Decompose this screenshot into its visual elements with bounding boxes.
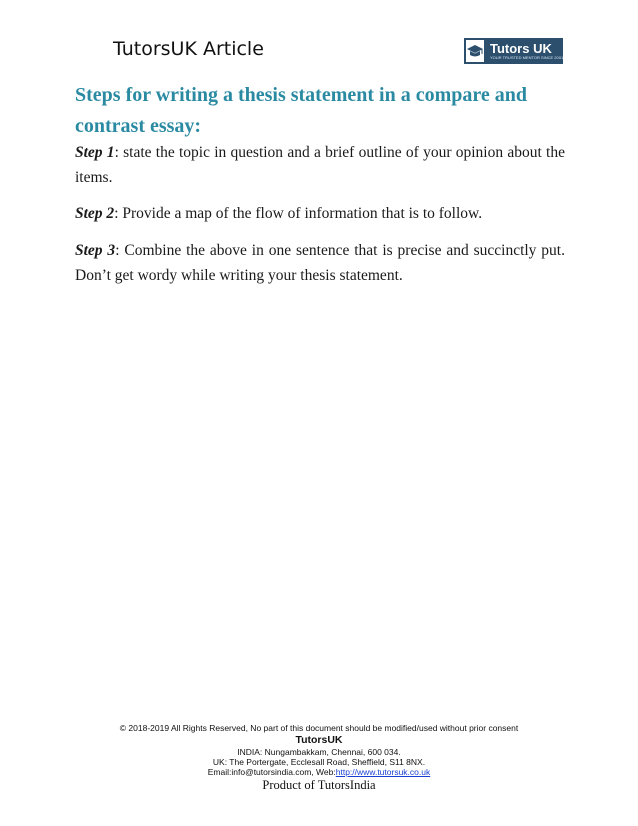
footer-email: Email:info@tutorsindia.com, Web: bbox=[207, 767, 336, 777]
step-3-paragraph bbox=[75, 238, 565, 288]
logo-tagline: YOUR TRUSTED MENTOR SINCE 2001 bbox=[490, 54, 564, 60]
footer-copyright: © 2018-2019 All Rights Reserved, No part of this document should be modified/used without prior consent bbox=[119, 723, 519, 733]
footer-web-link[interactable]: http://www.tutorsuk.co.uk bbox=[335, 767, 431, 777]
step-1-paragraph bbox=[75, 140, 565, 190]
logo-text: Tutors UK bbox=[490, 40, 552, 56]
step-2-paragraph bbox=[75, 201, 565, 226]
footer-india-address: INDIA: Nungambakkam, Chennai, 600 034. bbox=[237, 747, 401, 757]
footer-product: Product of TutorsIndia bbox=[262, 778, 376, 792]
step-3-text: : Combine the above in one sentence that is precise and succinctly put. Don’t get wordy while writing your thesis statement. bbox=[75, 242, 565, 284]
step-1-label: Step 1 bbox=[75, 144, 115, 161]
step-2-text: : Provide a map of the flow of information that is to follow. bbox=[114, 205, 483, 222]
step-2-label: Step 2 bbox=[75, 205, 115, 222]
footer-uk-address: UK: The Portergate, Ecclesall Road, Sheffield, S11 8NX. bbox=[212, 757, 426, 767]
footer-contact bbox=[0, 767, 638, 777]
header-title: TutorsUK Article bbox=[113, 38, 264, 60]
step-3-label: Step 3 bbox=[75, 242, 116, 259]
article-heading: Steps for writing a thesis statement in a compare and contrast essay: bbox=[75, 84, 528, 137]
tutors-uk-logo bbox=[464, 38, 563, 64]
footer-brand: TutorsUK bbox=[295, 734, 343, 746]
step-1-text: : state the topic in question and a brief outline of your opinion about the items. bbox=[75, 144, 565, 186]
graduation-cap-icon bbox=[466, 40, 484, 62]
